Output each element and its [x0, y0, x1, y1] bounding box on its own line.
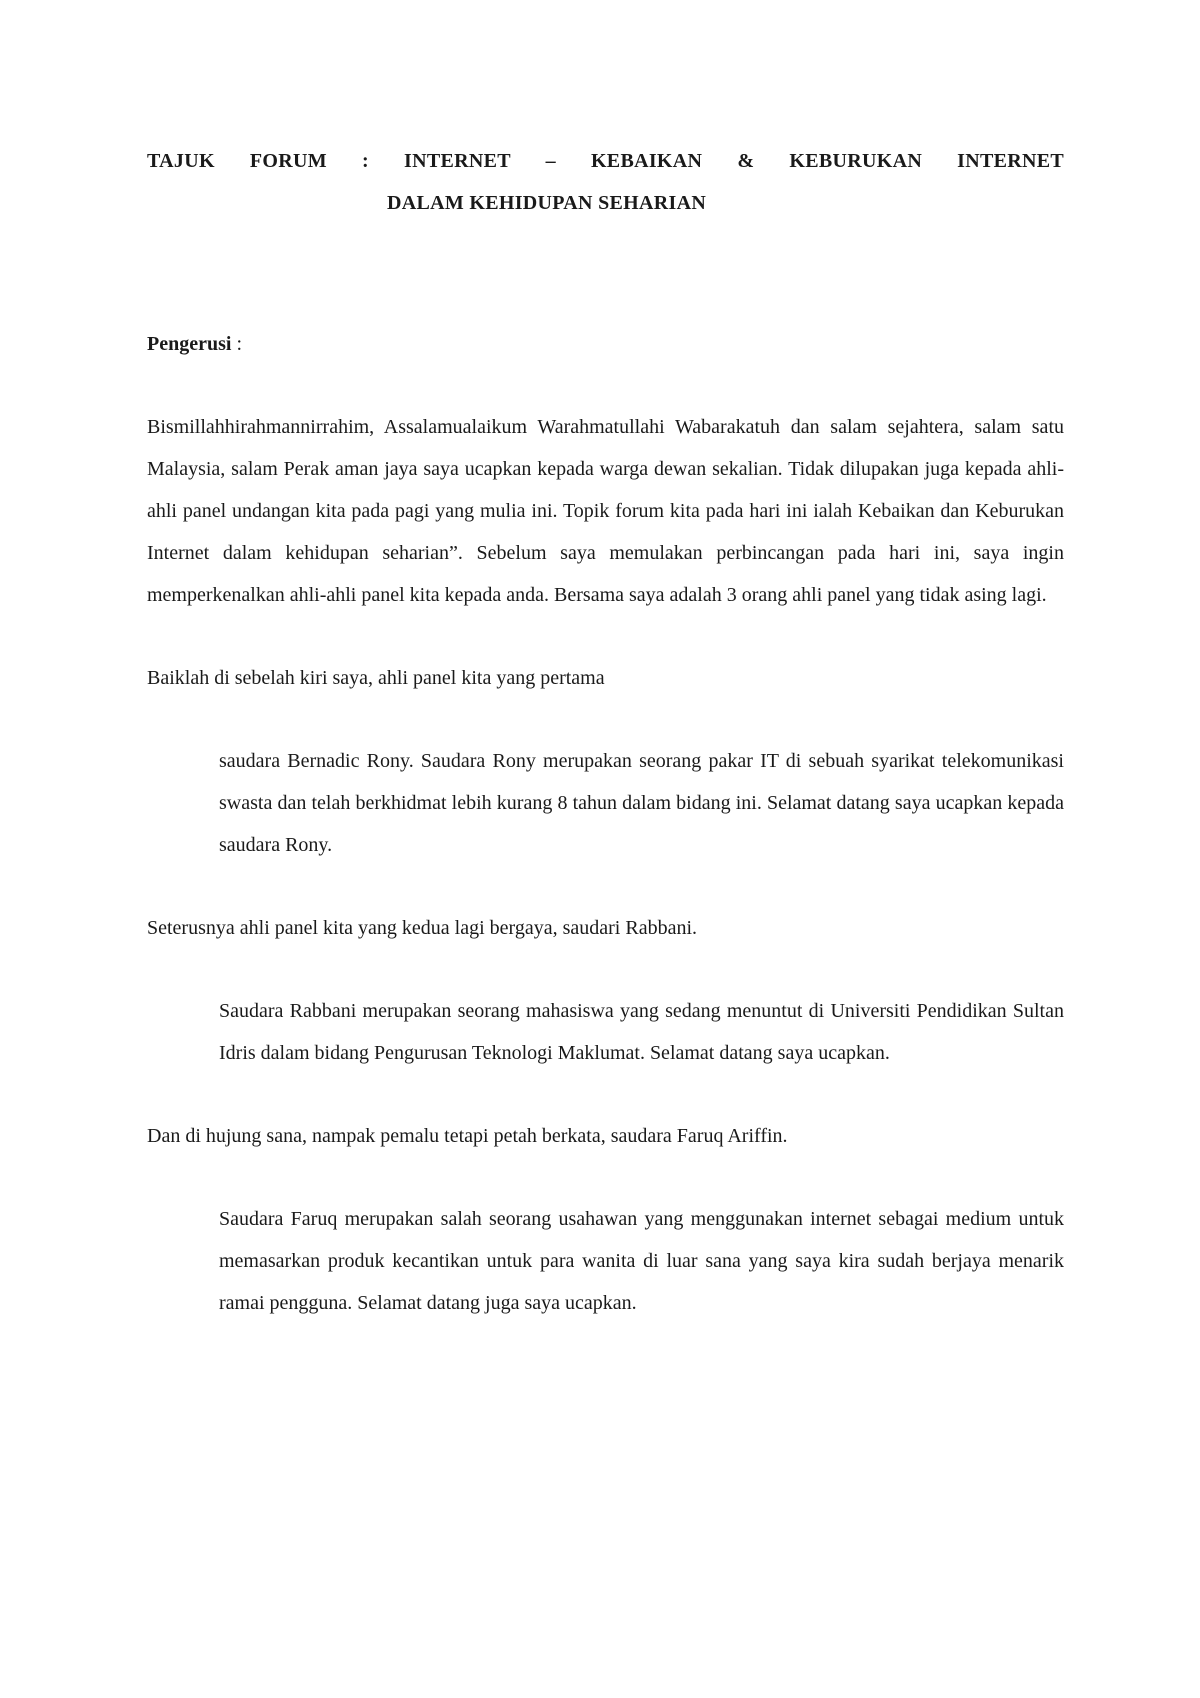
chairperson-heading [147, 323, 1064, 365]
panel1-lead: Baiklah di sebelah kiri saya, ahli panel kita yang pertama [147, 667, 605, 689]
panel3-description: Saudara Faruq merupakan salah seorang usahawan yang menggunakan internet sebagai medium untuk memasarkan produk kecantikan untuk para wanita di luar sana yang saya kira sudah berjaya menarik ramai pengguna. Selamat datang juga saya ucapkan. [219, 1208, 1064, 1314]
intro-paragraph: Bismillahhirahmannirrahim, Assalamualaikum Warahmatullahi Wabarakatuh dan salam sejahtera, salam satu Malaysia, salam Perak aman jaya saya ucapkan kepada warga dewan sekalian. Tidak dilupakan juga kepada ahli-ahli panel undangan kita pada pagi yang mulia ini. Topik forum kita pada hari ini ialah Kebaikan dan Keburukan Internet dalam kehidupan seharian”. Sebelum saya memulakan perbincangan pada hari ini, saya ingin memperkenalkan ahli-ahli panel kita kepada anda. Bersama saya adalah 3 orang ahli panel yang tidak asing lagi. [147, 416, 1064, 606]
panel1-description: saudara Bernadic Rony. Saudara Rony merupakan seorang pakar IT di sebuah syarikat telekomunikasi swasta dan telah berkhidmat lebih kurang 8 tahun dalam bidang ini. Selamat datang saya ucapkan kepada saudara Rony. [219, 750, 1064, 856]
chairperson-label: Pengerusi [147, 333, 232, 355]
document-body [147, 140, 1064, 1324]
chairperson-separator: : [231, 333, 242, 355]
title-line-2: DALAM KEHIDUPAN SEHARIAN [387, 192, 707, 214]
panel2-lead: Seterusnya ahli panel kita yang kedua lagi bergaya, saudari Rabbani. [147, 917, 697, 939]
panel3-lead: Dan di hujung sana, nampak pemalu tetapi petah berkata, saudara Faruq Ariffin. [147, 1125, 788, 1147]
panel2-description: Saudara Rabbani merupakan seorang mahasiswa yang sedang menuntut di Universiti Pendidikan Sultan Idris dalam bidang Pengurusan Teknologi Maklumat. Selamat datang saya ucapkan. [219, 1000, 1064, 1064]
title-line-1: TAJUK FORUM : INTERNET – KEBAIKAN & KEBURUKAN INTERNET [147, 150, 1064, 172]
